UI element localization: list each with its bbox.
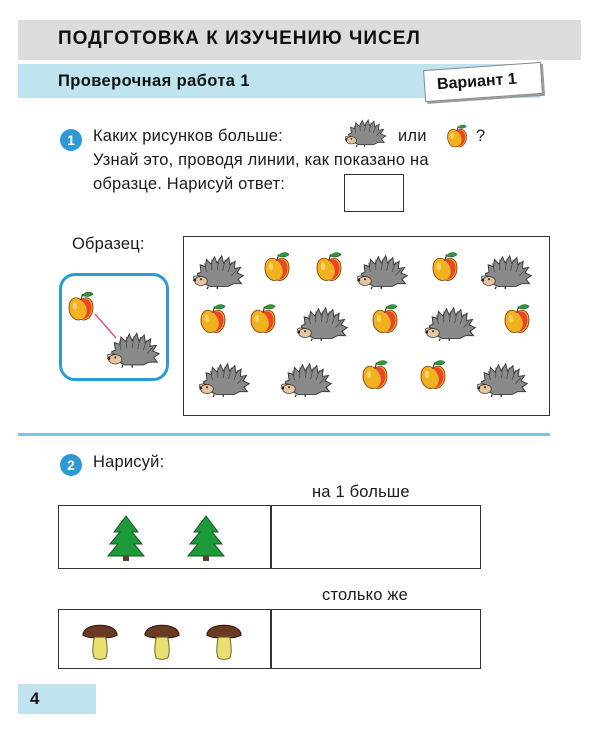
- sample-hedgehog-icon: [106, 331, 162, 369]
- mushroom-icon: [81, 616, 119, 662]
- task-1-question-mark: ?: [476, 127, 486, 145]
- task-2-label: Нарисуй:: [93, 453, 165, 471]
- task-1-number: 1: [60, 129, 82, 151]
- hedgehog-icon: [198, 361, 252, 399]
- apple-icon: [314, 251, 344, 285]
- mushroom-icon: [205, 616, 243, 662]
- section-divider: [18, 433, 550, 436]
- hedgehog-icon: [192, 253, 246, 291]
- page-number: 4: [30, 689, 40, 708]
- mushrooms-row: [58, 609, 481, 669]
- mushroom-icon: [143, 616, 181, 662]
- apple-icon: [502, 303, 532, 337]
- task-2-number: 2: [60, 454, 82, 476]
- task-1-instruction-line: Узнай это, проводя линии, как показано на: [93, 151, 429, 169]
- apple-icon: [248, 303, 278, 337]
- apple-icon: [360, 359, 390, 393]
- page-number-badge: [18, 684, 96, 714]
- row-1-caption: на 1 больше: [312, 483, 410, 501]
- picture-grid: [183, 236, 550, 416]
- hedgehog-icon: [280, 361, 334, 399]
- variant-label: Вариант 1: [436, 70, 518, 94]
- hedgehog-icon: [296, 305, 350, 343]
- hedgehog-icon: [344, 118, 388, 148]
- hedgehog-icon: [424, 305, 478, 343]
- apple-icon: [430, 251, 460, 285]
- chapter-title: ПОДГОТОВКА К ИЗУЧЕНИЮ ЧИСЕЛ: [58, 28, 421, 49]
- apple-icon: [198, 303, 228, 337]
- fir-tree-icon: [105, 514, 147, 562]
- apple-icon: [370, 303, 400, 337]
- sample-apple-icon: [66, 291, 96, 324]
- sample-label: Образец:: [72, 235, 145, 253]
- apple-icon: [418, 359, 448, 393]
- apple-icon: [262, 251, 292, 285]
- hedgehog-icon: [480, 253, 534, 291]
- trees-row: [58, 505, 481, 569]
- row-2-answer-area[interactable]: [272, 610, 480, 667]
- sample-frame: [59, 273, 169, 381]
- fir-tree-icon: [185, 514, 227, 562]
- hedgehog-icon: [356, 253, 410, 291]
- apple-icon: [445, 124, 469, 150]
- task-1-answer-prompt: образце. Нарисуй ответ:: [93, 175, 286, 193]
- task-1-question-or: или: [398, 127, 427, 145]
- task-1-question-start: Каких рисунков больше:: [93, 127, 283, 145]
- row-1-answer-area[interactable]: [272, 506, 480, 567]
- test-title: Проверочная работа 1: [58, 72, 250, 90]
- row-2-caption: столько же: [322, 586, 409, 604]
- answer-box[interactable]: [344, 174, 404, 212]
- hedgehog-icon: [476, 361, 530, 399]
- chapter-header: [18, 20, 581, 60]
